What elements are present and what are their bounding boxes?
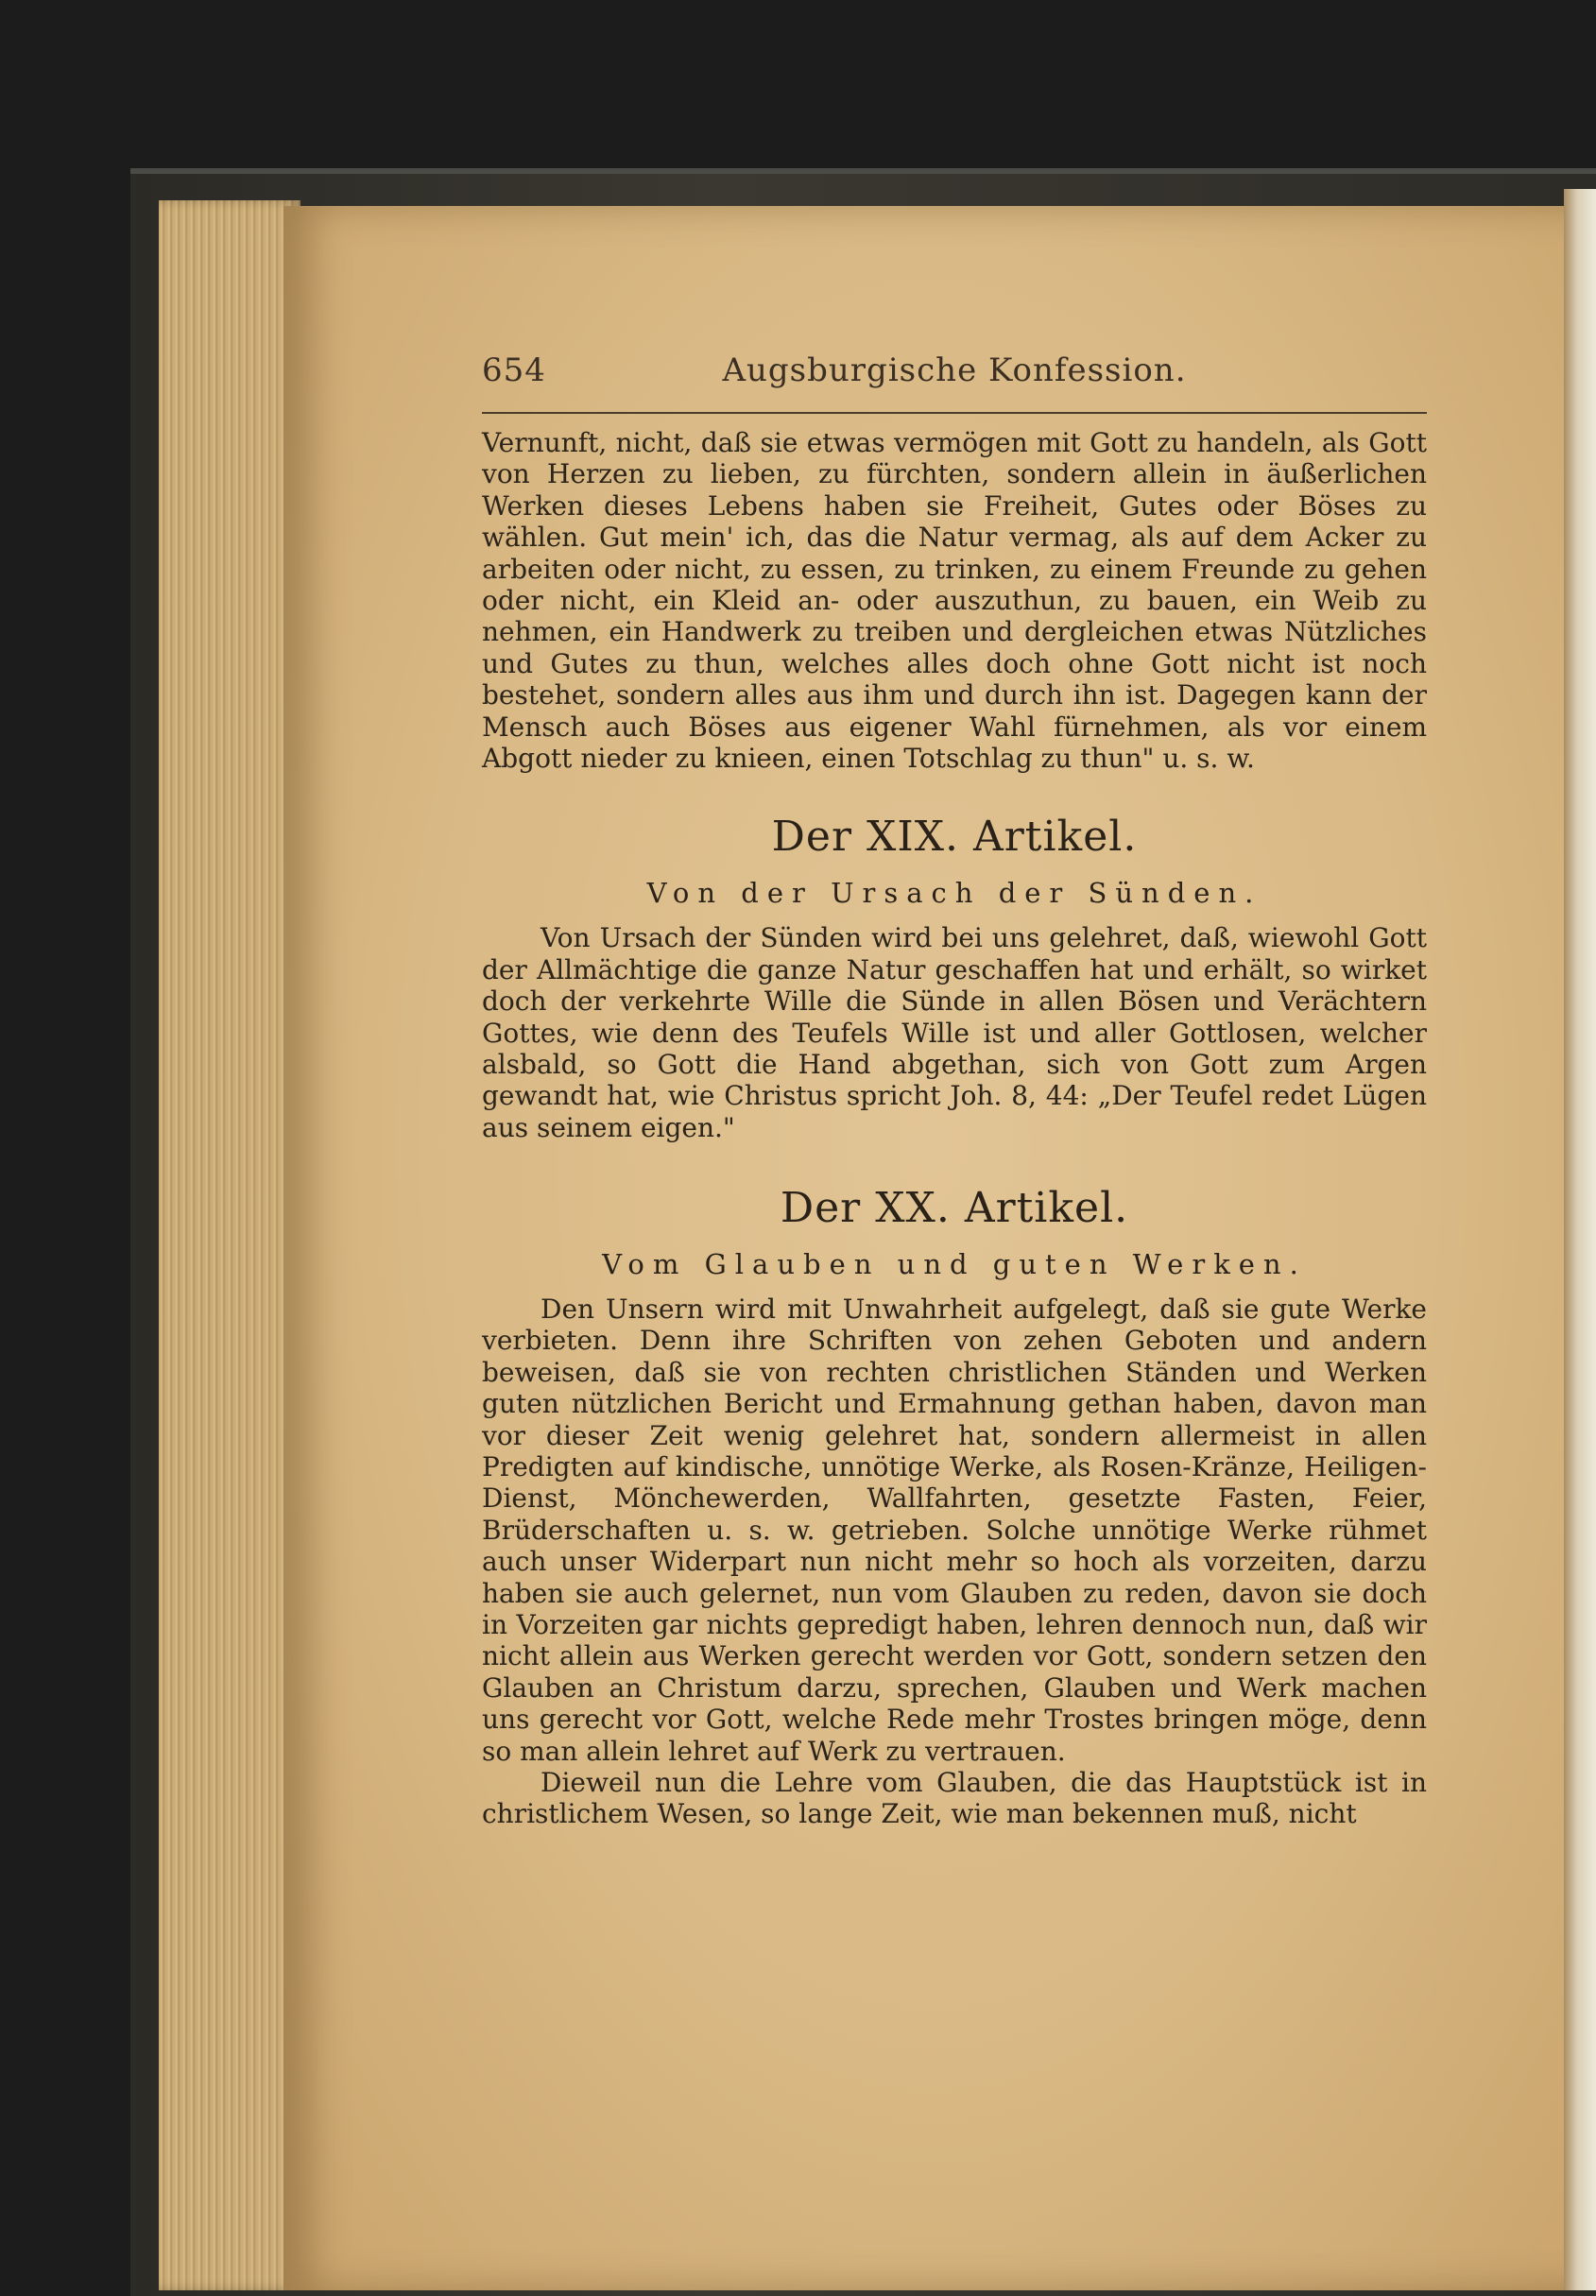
page-text — [482, 427, 1427, 1830]
article-19-body: Von Ursach der Sünden wird bei uns gelehret, daß, wiewohl Gott der Allmächtige die ganze Natur geschaffen hat und erhält, so wirket doch der verkehrte Wille die Sünde in allen Bösen und Verächtern Gottes, wie denn des Teufels Wille ist und aller Gottlosen, welcher alsbald, so Gott die Hand abgethan, sich von Gott zum Argen gewandt hat, wie Christus spricht Joh. 8, 44: „Der Teufel redet Lügen aus seinem eigen." — [482, 922, 1427, 1143]
intro-paragraph: Vernunft, nicht, daß sie etwas vermögen mit Gott zu handeln, als Gott von Herzen zu lieben, zu fürchten, sondern allein in äußerlichen Werken dieses Lebens haben sie Freiheit, Gutes oder Böses zu wählen. Gut mein' ich, das die Natur vermag, als auf dem Acker zu arbeiten oder nicht, zu essen, zu trinken, zu einem Freunde zu gehen oder nicht, ein Kleid an- oder auszuthun, zu bauen, ein Weib zu nehmen, ein Handwerk zu treiben und dergleichen etwas Nützliches und Gutes zu thun, welches alles doch ohne Gott nicht ist noch bestehet, sondern alles aus ihm und durch ihn ist. Dagegen kann der Mensch auch Böses aus eigener Wahl fürnehmen, als vor einem Abgott nieder zu knieen, einen Totschlag zu thun" u. s. w. — [482, 427, 1427, 775]
adjacent-page-edge — [1564, 189, 1596, 2290]
article-20-title: Der XX. Artikel. — [780, 1184, 1129, 1233]
page-edges — [159, 200, 300, 2290]
page-number: 654 — [482, 351, 546, 389]
header-rule — [482, 412, 1427, 414]
running-title: Augsburgische Konfession. — [722, 351, 1187, 389]
article-20-body-2: Dieweil nun die Lehre vom Glauben, die das Hauptstück ist in christlichem Wesen, so lange Zeit, wie man bekennen muß, nicht — [482, 1767, 1427, 1830]
article-19-title: Der XIX. Artikel. — [771, 813, 1138, 862]
article-20-subtitle: Vom Glauben und guten Werken. — [602, 1247, 1307, 1280]
article-19-subtitle: Von der Ursach der Sünden. — [646, 876, 1262, 909]
page-header — [482, 351, 1427, 404]
article-20-body-1: Den Unsern wird mit Unwahrheit aufgelegt, daß sie gute Werke verbieten. Denn ihre Schriften von zehen Geboten und andern beweisen, daß sie von rechten christlichen Ständen und Werken guten nützlichen Bericht und Ermahnung gethan haben, davon man vor dieser Zeit wenig gelehret hat, sondern allermeist in allen Predigten auf kindische, unnötige Werke, als Rosen-Kränze, Heiligen-Dienst, Mönchewerden, Wallfahrten, gesetzte Fasten, Feier, Brüderschaften u. s. w. getrieben. Solche unnötige Werke rühmet auch unser Widerpart nun nicht mehr so hoch als vorzeiten, darzu haben sie auch gelernet, nun vom Glauben zu reden, davon sie doch in Vorzeiten gar nichts gepredigt haben, lehren dennoch nun, daß wir nicht allein aus Werken gerecht werden vor Gott, sondern setzen den Glauben an Christum darzu, sprechen, Glauben und Werk machen uns gerecht vor Gott, welche Rede mehr Trostes bringen möge, denn so man allein lehret auf Werk zu vertrauen. — [482, 1293, 1427, 1767]
